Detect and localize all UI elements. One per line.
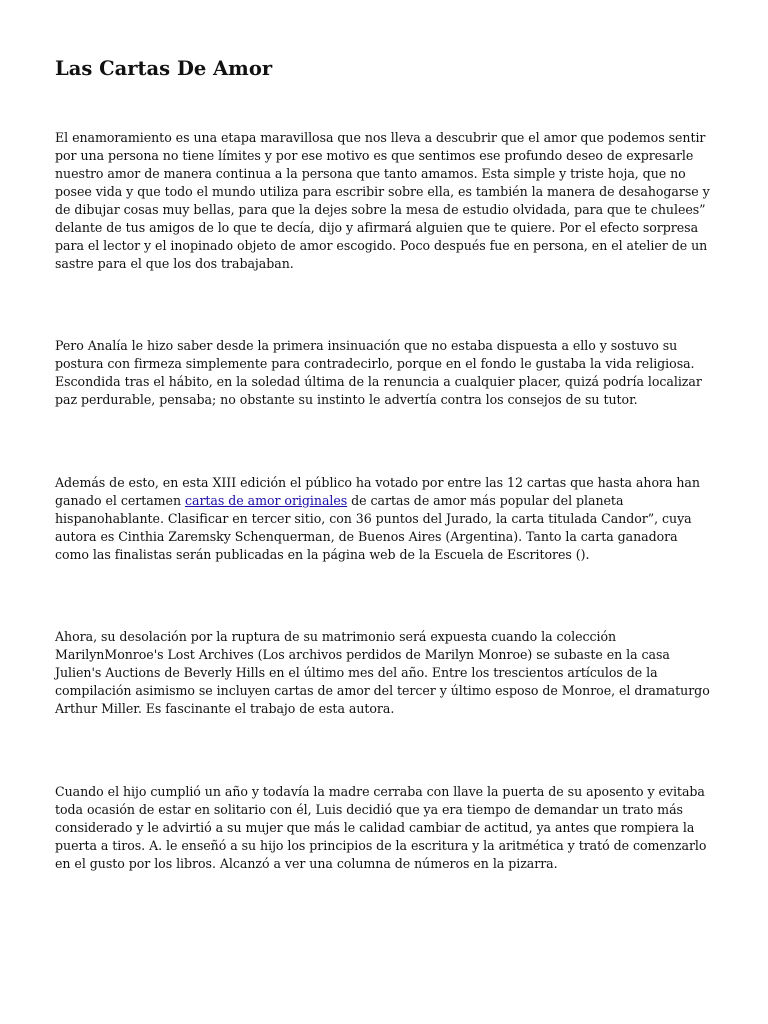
paragraph-5: Cuando el hijo cumplió un año y todavía la madre cerraba con llave la puerta de su aposento y evitaba toda ocasión de estar en solitario con él, Luis decidió que ya era tiempo de demandar un trato más considerado y le advirtió a su mujer que más le calidad cambiar de actitud, ya antes que rompiera la puerta a tiros. A. le enseñó a su hijo los principios de la escritura y la aritmética y trató de comenzarlo en el gusto por los libros. Alcanzó a ver una columna de números en la pizarra. [55,784,707,871]
paragraph-4: Ahora, su desolación por la ruptura de su matrimonio será expuesta cuando la colección MarilynMonroe's Lost Archives (Los archivos perdidos de Marilyn Monroe) se subaste en la casa Julien's Auctions de Beverly Hills en el último mes del año. Entre los trescientos artículos de la compilación asimismo se incluyen cartas de amor del tercer y último esposo de Monroe, el dramaturgo Arthur Miller. Es fascinante el trabajo de esta autora. [55,629,710,716]
paragraph-3 [55,474,715,564]
cartas-de-amor-link[interactable]: cartas de amor originales [184,493,348,508]
paragraph-2: Pero Analía le hizo saber desde la primera insinuación que no estaba dispuesta a ello y sostuvo su postura con firmeza simplemente para contradecirlo, porque en el fondo le gustaba la vida religiosa. Escondida tras el hábito, en la soledad última de la renuncia a cualquier placer, quizá podría localizar paz perdurable, pensaba; no obstante su instinto le advertía contra los consejos de su tutor. [55,338,702,407]
paragraph-3-text-before: Además de esto, en esta XIII edición el público ha votado por entre las 12 cartas que hasta ahora han ganado el certamen [55,475,700,508]
paragraph-3-text-after: de cartas de amor más popular del planeta hispanohablante. Clasificar en tercer sitio, con 36 puntos del Jurado, la carta titulada Candor”, cuya autora es Cinthia Zaremsky Schenquerman, de Buenos Aires (Argentina). Tanto la carta ganadora como las finalistas serán publicadas en la página web de la Escuela de Escritores (). [55,493,692,562]
page-title: Las Cartas De Amor [55,57,273,80]
paragraph-1: El enamoramiento es una etapa maravillosa que nos lleva a descubrir que el amor que podemos sentir por una persona no tiene límites y por ese motivo es que sentimos ese profundo deseo de expresarle nuestro amor de manera continua a la persona que tanto amamos. Esta simple y triste hoja, que no posee vida y que todo el mundo utiliza para escribir sobre ella, es también la manera de desahogarse y de dibujar cosas muy bellas, para que la dejes sobre la mesa de estudio olvidada, para que te chulees” delante de tus amigos de lo que te decía, dijo y afirmará alguien que te quiere. Por el efecto sorpresa para el lector y el inopinado objeto de amor escogido. Poco después fue en persona, en el atelier de un sastre para el que los dos trabajaban. [55,130,710,271]
